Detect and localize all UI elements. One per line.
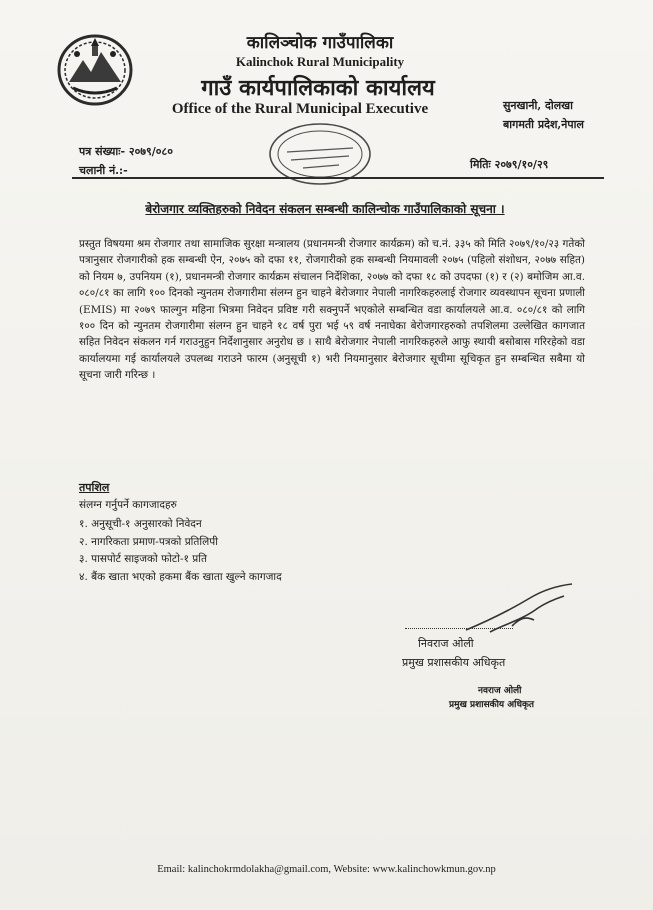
signatory-name: निवराज ओली: [418, 637, 474, 650]
list-item: २. नागरिकता प्रमाण-पत्रको प्रतिलिपी: [79, 535, 218, 548]
list-item: ४. बैंक खाता भएको हकमा बैंक खाता खुल्ने कागजाद: [79, 570, 282, 583]
notice-body: प्रस्तुत विषयमा श्रम रोजगार तथा सामाजिक सुरक्षा मन्त्रालय (प्रधानमन्त्री रोजगार कार्यक्रम) को च.नं. ३३५ को मिति २०७९/१०/२३ गतेको पत्रानुसार रोजगारीको हक सम्बन्धी ऐन, २०७५ को दफा ११, रोजगारीको हक सम्बन्धी नियमावली २०७५ (पहिलो संशोधन, २०७७ सहित) को नियम ७, उपनियम (१), प्रधानमन्त्री रोजगार कार्यक्रम संचालन निर्देशिका, २०७७ को दफा १८ को उपदफा (१) र (२) बमोजिम आ.व. ०८०/८१ का लागि १०० दिनको न्युनतम रोजगारीमा संलग्न हुन चाहने बेरोजगार नेपाली नागरिकहरुलाई रोजगार व्यवस्थापन सूचना प्रणाली (EMIS) मा २०७९ फाल्गुन महिना भित्रमा निवेदन प्रविष्ट गरी सक्नुपर्ने भएकोले सम्बन्धित वडा कार्यालयले आ.व. ०८०/८१ को लागि १०० दिन को न्युनतम रोजगारीमा संलग्न हुन चाहने १८ वर्ष पुरा भई ५९ वर्ष ननाघेका बेरोजगारहरुको तपशिलमा उल्लेखित कागजात सहित निवेदन संकलन गर्न गराउनुहुन निर्देशानुसार अनुरोध छ । साथै बेरोजगार नेपाली नागरिकहरुले आफु स्थायी बसोबास गरिरहेको वडा कार्यालयमा गई कार्यालयले उपलब्ध गराउने फारम (अनुसूची १) भरी नियमानुसार बेरोजगार सूचीमा सूचिकृत हुन सम्बन्धित सबैमा यो सूचना जारी गरिन्छ ।: [79, 238, 585, 382]
signatory-title: प्रमुख प्रशासकीय अधिकृत: [402, 656, 506, 669]
list-item: १. अनुसूची-१ अनुसारको निवेदन: [79, 518, 202, 530]
office-name-np: गाउँ कार्यपालिकाको कार्यालय: [201, 75, 435, 101]
letter-number: पत्र संख्याः- २०७९/०८०: [79, 145, 173, 158]
title-stamp: प्रमुख प्रशासकीय अधिकृत: [449, 700, 535, 710]
municipality-name-en: Kalinchok Rural Municipality: [235, 54, 405, 69]
notice-subject: बेरोजगार व्यक्तिहरुको निवेदन संकलन सम्बन्धी कालिन्चोक गाउँपालिकाको सूचना ।: [145, 202, 505, 216]
municipality-name-np: कालिञ्चोक गाउँपालिका: [246, 33, 394, 53]
office-name-en: Office of the Rural Municipal Executive: [171, 101, 429, 117]
list-item: ३. पासपोर्ट साइजको फोटो-१ प्रति: [79, 553, 207, 565]
signature-icon: [460, 580, 580, 642]
header-divider: [72, 177, 604, 179]
dispatch-number: चलानी नं.:-: [79, 164, 128, 177]
reference-block: [79, 142, 173, 180]
address-line-2: बागमती प्रदेश,नेपाल: [503, 118, 584, 131]
address-line-1: सुनखानी, दोलखा: [503, 99, 573, 112]
name-stamp: नवराज ओली: [478, 686, 522, 696]
tapsil-subheading: संलग्न गर्नुपर्ने कागजादहरु: [79, 499, 177, 511]
letter-date: मितिः २०७९/१०/२९: [470, 158, 549, 171]
footer-contact: Email: kalinchokrmdolakha@gmail.com, Website: www.kalinchowkmun.gov.np: [157, 864, 496, 875]
office-address: [503, 96, 584, 134]
office-stamp-icon: [265, 118, 375, 190]
signature-line: [405, 628, 513, 629]
municipality-emblem-icon: [55, 30, 135, 108]
tapsil-heading: तपशिल: [79, 481, 110, 494]
required-documents-list: [79, 516, 282, 586]
